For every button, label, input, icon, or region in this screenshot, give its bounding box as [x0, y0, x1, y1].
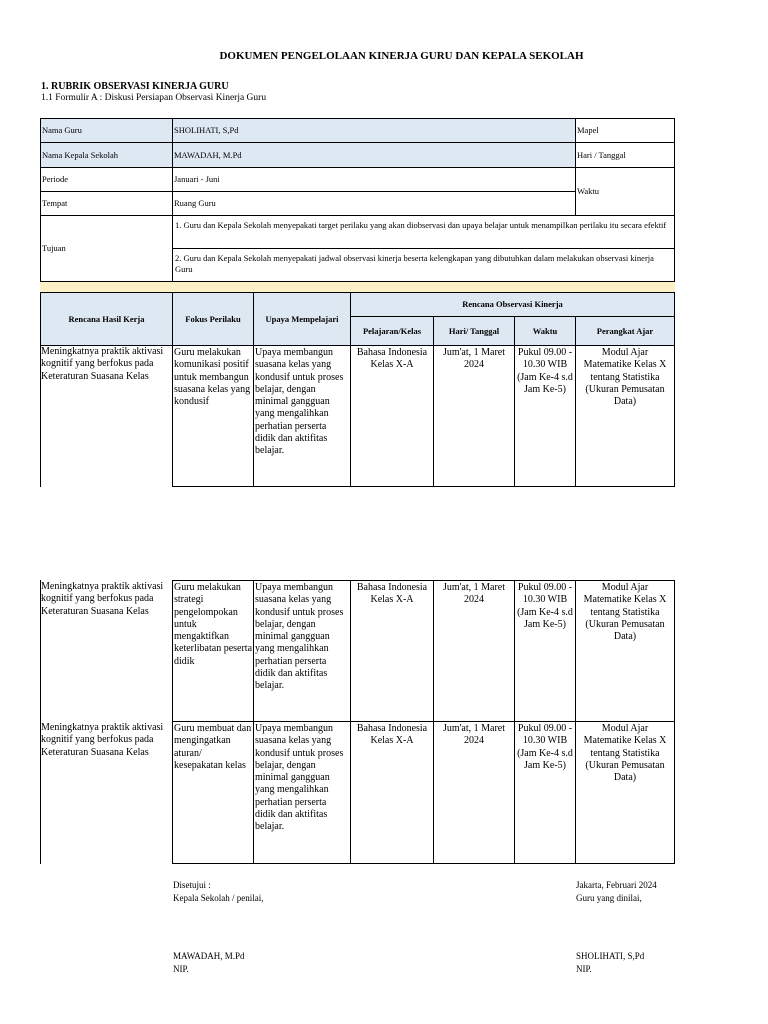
divider-strip	[40, 282, 675, 292]
cell-fokus: Guru melakukan komunikasi positif untuk membangun suasana kelas yang kondusif	[172, 345, 254, 487]
mapel-label: Mapel	[575, 118, 675, 143]
header-hari-tanggal: Hari/ Tanggal	[433, 316, 515, 346]
tujuan-item-1: 1. Guru dan Kepala Sekolah menyepakati target perilaku yang akan diobservasi dan upaya belajar untuk menampilkan perilaku itu secara efektif	[172, 215, 675, 249]
cell-rencana: Meningkatnya praktik aktivasi kognitif yang berfokus pada Keteraturan Suasana Kelas	[41, 581, 164, 617]
teacher-name: SHOLIHATI, S,Pd	[576, 951, 645, 961]
teacher-role: Guru yang dinilai,	[576, 893, 642, 903]
cell-fokus: Guru membuat dan mengingatkan aturan/ kesepakatan kelas	[172, 721, 254, 864]
principal-nip: NIP.	[173, 964, 189, 974]
cell-upaya: Upaya membangun suasana kelas yang kondusif untuk proses belajar, dengan minimal gangguan yang mengalihkan perhatian perserta didik dan aktifitas belajar.	[253, 580, 351, 722]
cell-upaya: Upaya membangun suasana kelas yang kondusif untuk proses belajar, dengan minimal gangguan yang mengalihkan perhatian perserta didik dan aktifitas belajar.	[253, 721, 351, 864]
cell-rencana: Meningkatnya praktik aktivasi kognitif yang berfokus pada Keteraturan Suasana Kelas	[41, 722, 164, 758]
hari-tanggal-label: Hari / Tanggal	[575, 142, 675, 168]
document-title: DOKUMEN PENGELOLAAN KINERJA GURU DAN KEPALA SEKOLAH	[219, 50, 584, 62]
cell-perangkat: Modul Ajar Matematike Kelas X tentang Statistika (Ukuran Pemusatan Data)	[575, 580, 675, 722]
cell-rencana: Meningkatnya praktik aktivasi kognitif yang berfokus pada Keteraturan Suasana Kelas	[41, 346, 164, 382]
header-pelajaran-kelas: Pelajaran/Kelas	[350, 316, 434, 346]
signature-left-name-block	[173, 950, 245, 976]
kepala-label: Nama Kepala Sekolah	[40, 142, 173, 168]
header-perangkat-ajar: Perangkat Ajar	[575, 316, 675, 346]
cell-hari: Jum'at, 1 Maret 2024	[433, 345, 515, 487]
tujuan-label: Tujuan	[40, 215, 173, 282]
cell-upaya: Upaya membangun suasana kelas yang kondusif untuk proses belajar, dengan minimal gangguan yang mengalihkan perhatian perserta didik dan aktifitas belajar.	[253, 345, 351, 487]
teacher-nip: NIP.	[576, 964, 592, 974]
signature-right	[576, 879, 657, 905]
tempat-value: Ruang Guru	[172, 191, 576, 216]
principal-name: MAWADAH, M.Pd	[173, 951, 245, 961]
approved-label: Disetujui :	[173, 880, 211, 890]
cell-perangkat: Modul Ajar Matematike Kelas X tentang Statistika (Ukuran Pemusatan Data)	[575, 345, 675, 487]
kepala-value: MAWADAH, M.Pd	[172, 142, 576, 168]
nama-guru-value: SHOLIHATI, S,Pd	[172, 118, 576, 143]
cell-pelajaran: Bahasa Indonesia Kelas X-A	[350, 721, 434, 864]
section-heading: 1. RUBRIK OBSERVASI KINERJA GURU	[41, 81, 229, 92]
tujuan-item-2: 2. Guru dan Kepala Sekolah menyepakati jadwal observasi kinerja beserta kelengkapan yang dibutuhkan dalam melakukan observasi kinerja Guru	[172, 248, 675, 282]
waktu-label: Waktu	[575, 167, 675, 216]
place-date: Jakarta, Februari 2024	[576, 880, 657, 890]
cell-waktu: Pukul 09.00 - 10.30 WIB (Jam Ke-4 s.d Jam Ke-5)	[514, 580, 576, 722]
cell-hari: Jum'at, 1 Maret 2024	[433, 580, 515, 722]
header-rencana-hasil-kerja: Rencana Hasil Kerja	[40, 292, 173, 346]
cell-waktu: Pukul 09.00 - 10.30 WIB (Jam Ke-4 s.d Jam Ke-5)	[514, 345, 576, 487]
cell-perangkat: Modul Ajar Matematike Kelas X tentang Statistika (Ukuran Pemusatan Data)	[575, 721, 675, 864]
cell-fokus: Guru melakukan strategi pengelompokan untuk mengaktifkan keterlibatan peserta didik	[172, 580, 254, 722]
tempat-label: Tempat	[40, 191, 173, 216]
header-upaya-mempelajari: Upaya Mempelajari	[253, 292, 351, 346]
periode-value: Januari - Juni	[172, 167, 576, 192]
cell-pelajaran: Bahasa Indonesia Kelas X-A	[350, 580, 434, 722]
periode-label: Periode	[40, 167, 173, 192]
cell-pelajaran: Bahasa Indonesia Kelas X-A	[350, 345, 434, 487]
signature-left	[173, 879, 263, 905]
subsection-heading: 1.1 Formulir A : Diskusi Persiapan Observasi Kinerja Guru	[41, 93, 267, 103]
cell-hari: Jum'at, 1 Maret 2024	[433, 721, 515, 864]
principal-role: Kepala Sekolah / penilai,	[173, 893, 264, 903]
cell-waktu: Pukul 09.00 - 10.30 WIB (Jam Ke-4 s.d Jam Ke-5)	[514, 721, 576, 864]
signature-right-name-block	[576, 950, 644, 976]
nama-guru-label: Nama Guru	[40, 118, 173, 143]
header-waktu: Waktu	[514, 316, 576, 346]
header-fokus-perilaku: Fokus Perilaku	[172, 292, 254, 346]
header-rencana-observasi: Rencana Observasi Kinerja	[350, 292, 675, 317]
